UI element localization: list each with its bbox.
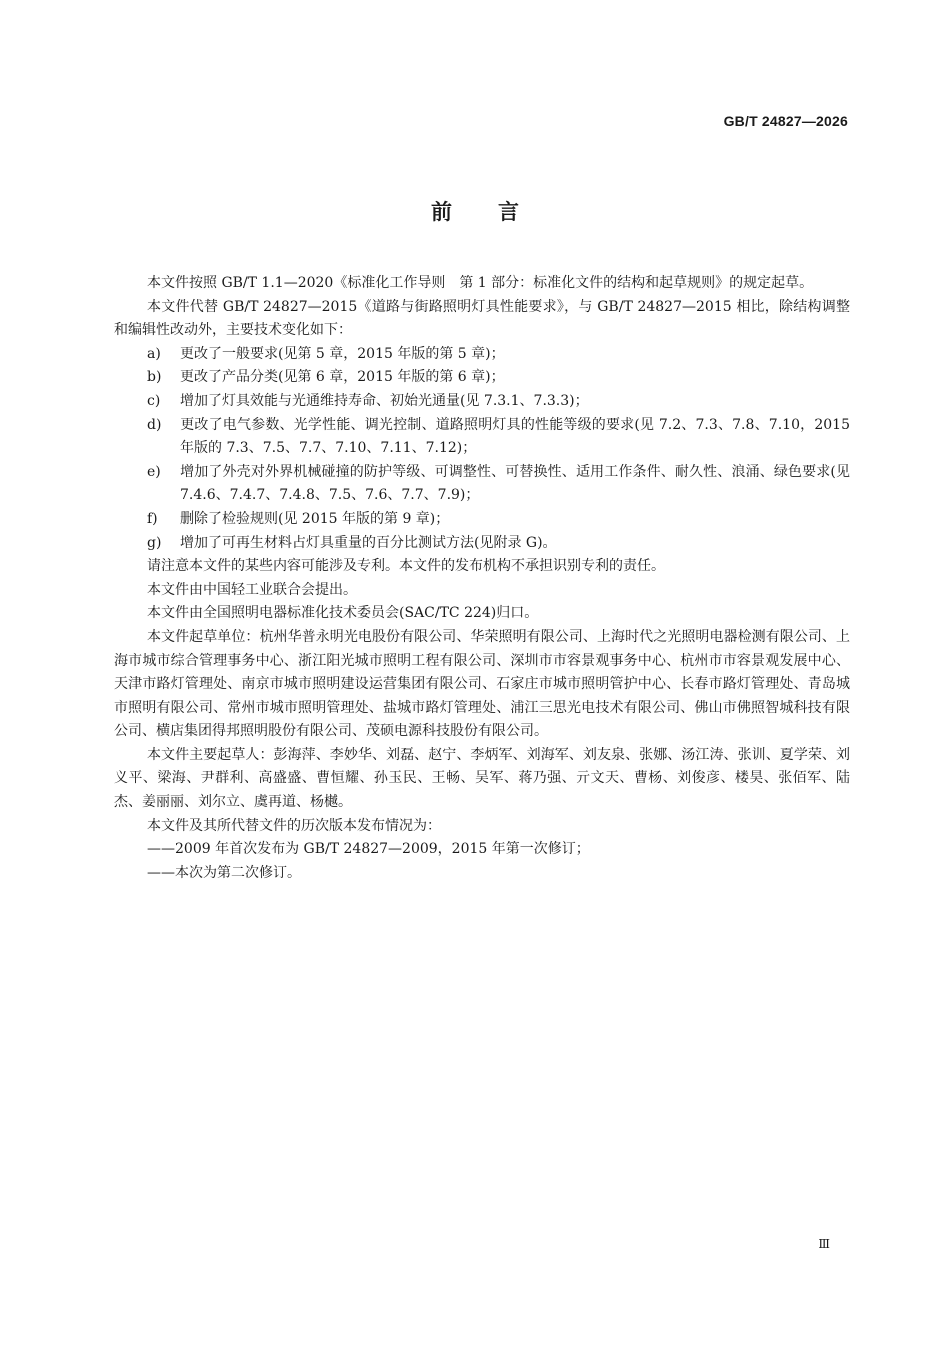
list-marker: c) <box>147 392 161 409</box>
standard-number: GB/T 24827—2026 <box>723 113 848 129</box>
list-item <box>114 414 850 461</box>
paragraph-proposer: 本文件由中国轻工业联合会提出。 <box>147 581 357 598</box>
list-item-text: 增加了外壳对外界机械碰撞的防护等级、可调整性、可替换性、适用工作条件、耐久性、浪涌、绿色要求(见 7.4.6、7.4.7、7.4.8、7.5、7.6、7.7、7.9)； <box>180 463 850 504</box>
list-marker: a) <box>147 345 161 362</box>
list-marker: f) <box>147 510 158 527</box>
list-marker: b) <box>147 369 162 386</box>
history-item: ——本次为第二次修订。 <box>147 864 301 881</box>
history-item: ——2009 年首次发布为 GB/T 24827—2009，2015 年第一次修订； <box>147 841 590 858</box>
paragraph-committee: 本文件由全国照明电器标准化技术委员会(SAC/TC 224)归口。 <box>147 605 539 622</box>
list-item-text: 增加了可再生材料占灯具重量的百分比测试方法(见附录 G)。 <box>180 534 557 551</box>
page-number: Ⅲ <box>818 1237 830 1251</box>
list-item <box>114 508 850 532</box>
paragraph-drafters: 本文件主要起草人：彭海萍、李妙华、刘磊、赵宁、李炳军、刘海军、刘友泉、张娜、汤江涛、张训、夏学荣、刘义平、梁海、尹群利、高盛盛、曹恒耀、孙玉民、王畅、吴军、蒋乃强、亓文天、曹杨、刘俊彦、楼昊、张佰军、陆杰、姜丽丽、刘尔立、虞再道、杨樾。 <box>114 746 850 811</box>
document-body <box>114 272 850 885</box>
list-marker: d) <box>147 416 162 433</box>
list-item-text: 更改了电气参数、光学性能、调光控制、道路照明灯具的性能等级的要求(见 7.2、7.3、7.8、7.10，2015 年版的 7.3、7.5、7.7、7.10、7.11、7.12)； <box>180 416 850 457</box>
list-marker: e) <box>147 463 161 480</box>
list-item <box>114 366 850 390</box>
changes-list <box>114 343 850 555</box>
paragraph-drafting-rules: 本文件按照 GB/T 1.1—2020《标准化工作导则 第 1 部分：标准化文件的结构和起草规则》的规定起草。 <box>147 275 814 291</box>
list-item-text: 增加了灯具效能与光通维持寿命、初始光通量(见 7.3.1、7.3.3)； <box>180 392 589 409</box>
list-item <box>114 532 850 556</box>
paragraph-replacement: 本文件代替 GB/T 24827—2015《道路与街路照明灯具性能要求》，与 GB/T 24827—2015 相比，除结构调整和编辑性改动外，主要技术变化如下： <box>114 298 850 339</box>
list-item <box>114 461 850 508</box>
list-item-text: 更改了产品分类(见第 6 章，2015 年版的第 6 章)； <box>180 369 505 386</box>
list-item <box>114 343 850 367</box>
paragraph-patent-notice: 请注意本文件的某些内容可能涉及专利。本文件的发布机构不承担识别专利的责任。 <box>147 558 665 575</box>
paragraph-drafting-units: 本文件起草单位：杭州华普永明光电股份有限公司、华荣照明有限公司、上海时代之光照明电器检测有限公司、上海市城市综合管理事务中心、浙江阳光城市照明工程有限公司、深圳市市容景观事务中心、杭州市市容景观发展中心、天津市路灯管理处、南京市城市照明建设运营集团有限公司、石家庄市城市照明管护中心、长春市路灯管理处、青岛城市照明有限公司、常州市城市照明管理处、盐城市路灯管理处、浦江三思光电技术有限公司、佛山市佛照智城科技有限公司、横店集团得邦照明股份有限公司、茂硕电源科技股份有限公司。 <box>114 628 850 740</box>
list-item <box>114 390 850 414</box>
page-title: 前言 <box>431 200 565 224</box>
paragraph-history-intro: 本文件及其所代替文件的历次版本发布情况为： <box>147 817 441 834</box>
list-item-text: 更改了一般要求(见第 5 章，2015 年版的第 5 章)； <box>180 345 505 362</box>
list-item-text: 删除了检验规则(见 2015 年版的第 9 章)； <box>180 510 450 527</box>
list-marker: g) <box>147 534 162 551</box>
